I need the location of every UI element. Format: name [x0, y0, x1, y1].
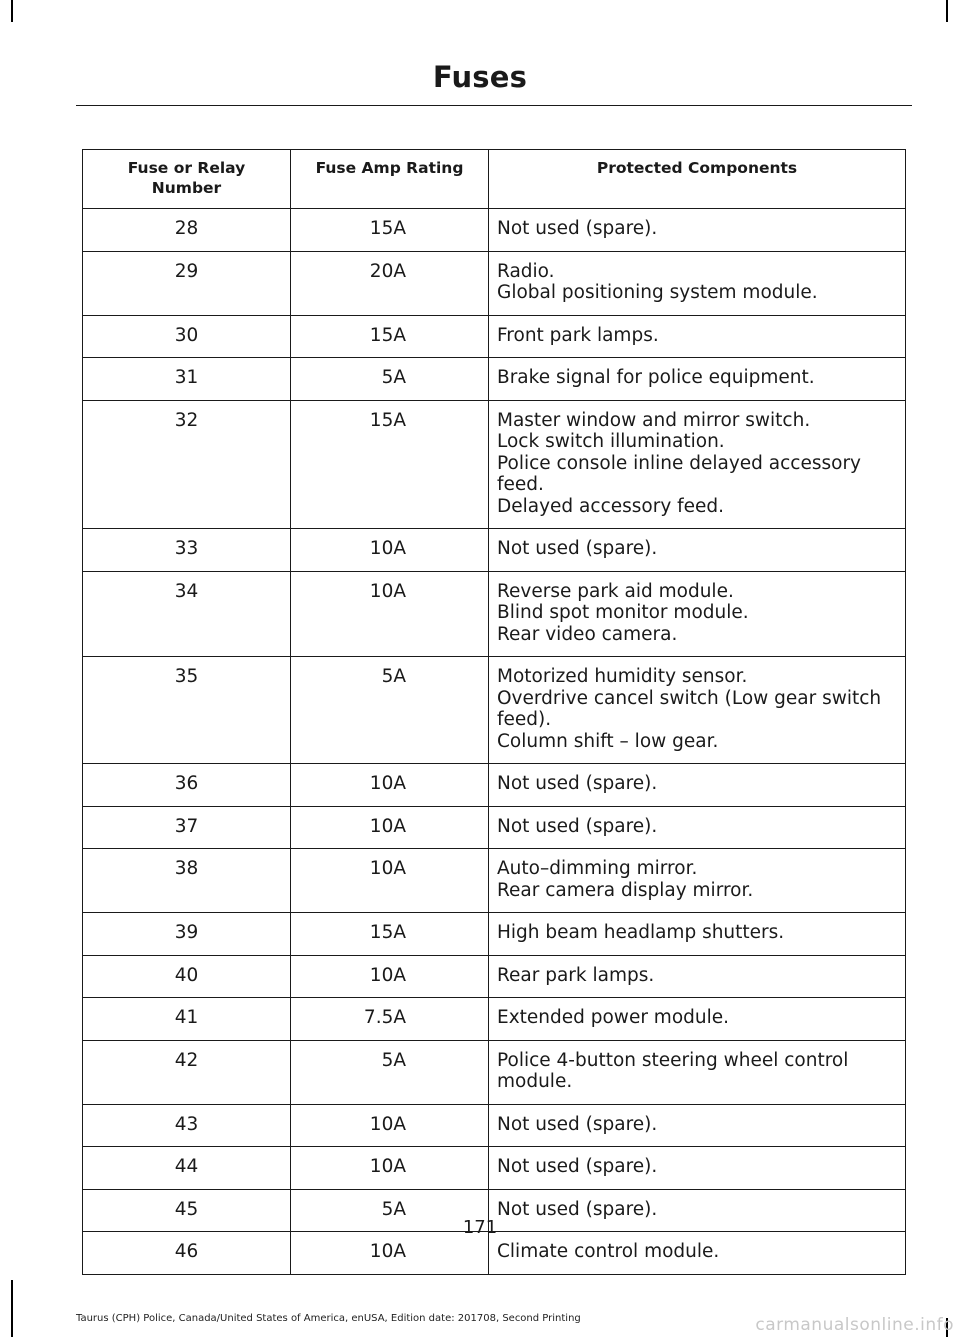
protected-components-cell — [489, 400, 906, 529]
table-row — [83, 529, 906, 572]
component-line: Extended power module. — [497, 1007, 730, 1028]
component-line: High beam headlamp shutters. — [497, 922, 785, 943]
component-line: Column shift – low gear. — [497, 730, 719, 752]
fuse-number-cell: 41 — [83, 998, 291, 1041]
amp-rating-cell: 10A — [291, 1232, 489, 1275]
table-row — [83, 251, 906, 315]
protected-components-cell — [489, 657, 906, 764]
component-line: Not used (spare). — [497, 815, 658, 837]
amp-rating-cell: 5A — [291, 657, 489, 764]
amp-rating-cell: 15A — [291, 315, 489, 358]
fuse-number-cell: 38 — [83, 849, 291, 913]
component-line: Police 4-button steering wheel control module. — [497, 1049, 849, 1092]
protected-components-cell — [489, 1104, 906, 1147]
amp-rating-cell: 10A — [291, 1104, 489, 1147]
amp-rating-cell: 10A — [291, 849, 489, 913]
component-line: Police console inline delayed accessory feed. — [497, 452, 862, 495]
component-line: Not used (spare). — [497, 1156, 658, 1177]
crop-mark-top-right-vertical — [946, 0, 948, 22]
table-row — [83, 806, 906, 849]
table-row — [83, 955, 906, 998]
page-number: 171 — [462, 1217, 498, 1238]
table-row — [83, 1104, 906, 1147]
component-line: Brake signal for police equipment. — [497, 367, 815, 388]
table-row — [83, 764, 906, 807]
protected-components-cell — [489, 1147, 906, 1190]
component-line: Not used (spare). — [497, 773, 658, 794]
fuse-number-cell: 40 — [83, 955, 291, 998]
fuse-number-cell: 29 — [83, 251, 291, 315]
component-line: Climate control module. — [497, 1241, 720, 1262]
protected-components-cell — [489, 955, 906, 998]
fuse-number-cell: 39 — [83, 913, 291, 956]
component-line: Not used (spare). — [497, 538, 658, 559]
table-row — [83, 913, 906, 956]
table-row — [83, 571, 906, 657]
protected-components-cell — [489, 849, 906, 913]
component-line: Delayed accessory feed. — [497, 495, 725, 517]
table-row — [83, 1040, 906, 1104]
component-line: Not used (spare). — [497, 1198, 658, 1220]
component-line: Blind spot monitor module. — [497, 602, 749, 623]
table-row — [83, 849, 906, 913]
component-line: Auto–dimming mirror. — [497, 858, 698, 879]
protected-components-cell — [489, 358, 906, 401]
fuse-number-cell: 37 — [83, 806, 291, 849]
header-amp-rating: Fuse Amp Rating — [291, 150, 489, 209]
amp-rating-cell: 7.5A — [291, 998, 489, 1041]
component-line: Not used (spare). — [497, 1113, 658, 1135]
table-header-row — [83, 150, 906, 209]
footer-edition-text: Taurus (CPH) Police, Canada/United States of America, enUSA, Edition date: 201708, Second Printing — [76, 1313, 581, 1324]
header-protected-components: Protected Components — [489, 150, 906, 209]
fuse-number-cell: 36 — [83, 764, 291, 807]
fuse-number-cell: 46 — [83, 1232, 291, 1275]
table-row — [83, 358, 906, 401]
protected-components-cell — [489, 1040, 906, 1104]
component-line: Overdrive cancel switch (Low gear switch feed). — [497, 687, 882, 730]
component-line: Front park lamps. — [497, 324, 659, 346]
component-line: Reverse park aid module. — [497, 580, 734, 602]
protected-components-cell — [489, 806, 906, 849]
crop-mark-top-left-vertical — [11, 0, 13, 22]
amp-rating-cell: 15A — [291, 209, 489, 252]
amp-rating-cell: 10A — [291, 571, 489, 657]
page-title: Fuses — [432, 60, 528, 94]
table-row — [83, 657, 906, 764]
watermark: carmanualsonline.info — [755, 1315, 954, 1335]
fuse-number-cell: 44 — [83, 1147, 291, 1190]
table-row — [83, 998, 906, 1041]
component-line: Rear camera display mirror. — [497, 879, 754, 901]
amp-rating-cell: 10A — [291, 764, 489, 807]
component-line: Master window and mirror switch. — [497, 409, 811, 431]
component-line: Motorized humidity sensor. — [497, 666, 748, 687]
crop-mark-bottom-left-vertical — [11, 1280, 13, 1337]
component-line: Lock switch illumination. — [497, 431, 725, 452]
protected-components-cell — [489, 251, 906, 315]
protected-components-cell — [489, 998, 906, 1041]
title-divider — [76, 105, 912, 106]
amp-rating-cell: 5A — [291, 1040, 489, 1104]
component-line: Rear park lamps. — [497, 964, 655, 986]
protected-components-cell — [489, 571, 906, 657]
protected-components-cell — [489, 913, 906, 956]
fuse-number-cell: 33 — [83, 529, 291, 572]
fuse-number-cell: 32 — [83, 400, 291, 529]
fuse-number-cell: 28 — [83, 209, 291, 252]
table-row — [83, 315, 906, 358]
table-row — [83, 1147, 906, 1190]
component-line: Not used (spare). — [497, 218, 658, 239]
component-line: Radio. — [497, 260, 555, 282]
amp-rating-cell: 5A — [291, 358, 489, 401]
fuse-table — [82, 149, 906, 1275]
component-line: Global positioning system module. — [497, 282, 818, 303]
amp-rating-cell: 5A — [291, 1189, 489, 1232]
header-fuse-number: Fuse or Relay Number — [83, 150, 291, 209]
fuse-number-cell: 35 — [83, 657, 291, 764]
fuse-number-cell: 31 — [83, 358, 291, 401]
fuse-number-cell: 43 — [83, 1104, 291, 1147]
fuse-number-cell: 42 — [83, 1040, 291, 1104]
protected-components-cell — [489, 529, 906, 572]
amp-rating-cell: 10A — [291, 1147, 489, 1190]
protected-components-cell — [489, 764, 906, 807]
protected-components-cell — [489, 209, 906, 252]
amp-rating-cell: 15A — [291, 913, 489, 956]
fuse-table-body — [83, 209, 906, 1275]
table-row — [83, 400, 906, 529]
fuse-number-cell: 45 — [83, 1189, 291, 1232]
protected-components-cell — [489, 315, 906, 358]
amp-rating-cell: 10A — [291, 529, 489, 572]
amp-rating-cell: 15A — [291, 400, 489, 529]
fuse-number-cell: 30 — [83, 315, 291, 358]
amp-rating-cell: 20A — [291, 251, 489, 315]
amp-rating-cell: 10A — [291, 806, 489, 849]
amp-rating-cell: 10A — [291, 955, 489, 998]
table-row — [83, 209, 906, 252]
fuse-number-cell: 34 — [83, 571, 291, 657]
component-line: Rear video camera. — [497, 623, 678, 645]
